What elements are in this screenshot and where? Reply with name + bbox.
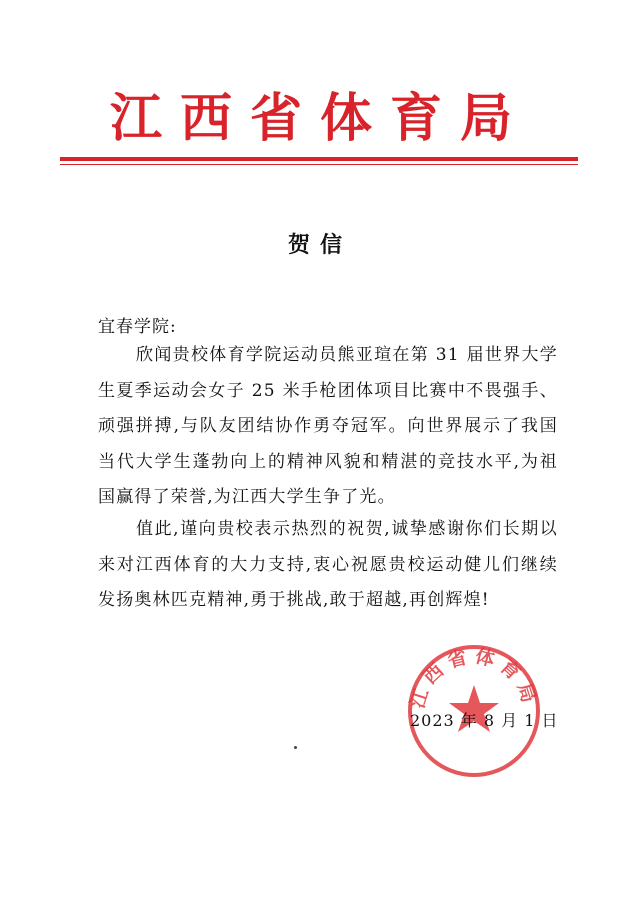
letterhead-title: 江西省体育局 bbox=[109, 88, 530, 149]
document-date: 2023 年 8 月 1 日 bbox=[410, 711, 559, 730]
letterhead-divider-thin bbox=[60, 164, 578, 165]
scan-speck bbox=[294, 746, 297, 749]
seal-text: 江西省体育局 bbox=[406, 644, 542, 711]
body-paragraph-1: 欣闻贵校体育学院运动员熊亚瑄在第 31 届世界大学生夏季运动会女子 25 米手枪团体项目比赛中不畏强手、顽强拼搏,与队友团结协作勇夺冠军。向世界展示了我国当代大学生蓬勃向上的精神风貌和精湛的竞技水平,为祖国赢得了荣誉,为江西大学生争了光。 bbox=[98, 345, 558, 507]
salutation: 宜春学院: bbox=[98, 317, 177, 337]
letterhead-divider-thick bbox=[60, 157, 578, 161]
body-paragraph-2: 值此,谨向贵校表示热烈的祝贺,诚挚感谢你们长期以来对江西体育的大力支持,衷心祝愿贵校运动健儿们继续发扬奥林匹克精神,勇于挑战,敢于超越,再创辉煌! bbox=[98, 519, 558, 610]
document-title: 贺信 bbox=[287, 232, 352, 258]
